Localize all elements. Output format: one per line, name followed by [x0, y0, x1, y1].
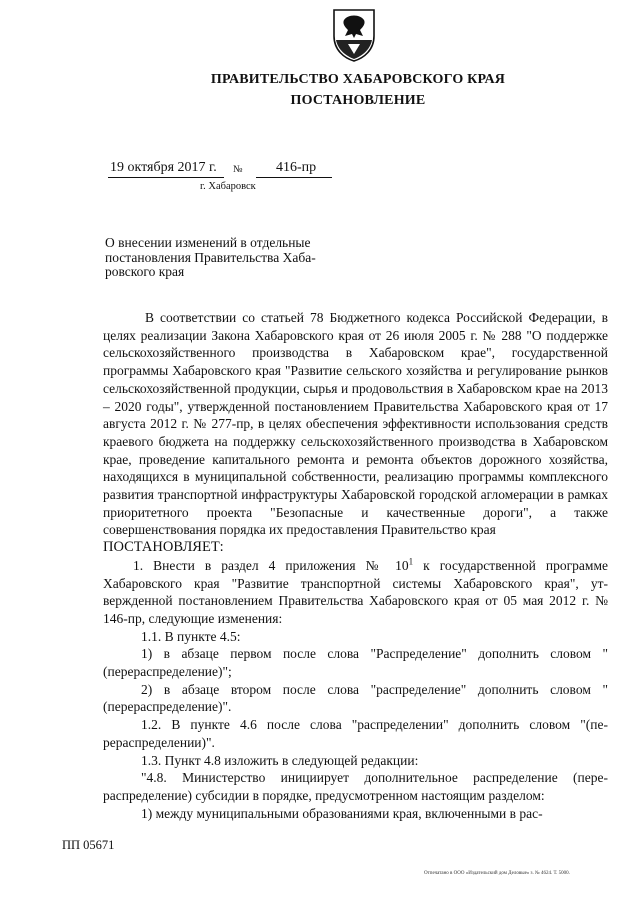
number-underline — [256, 177, 332, 178]
item-1-text-end: к государственной программе Хабаровского края "Развитие транспортной системы Хабаровского края", утвержденной постановлением Правительства Хабаровского края от 05 мая 2012 г. № 146-пр, следующие изменения: — [103, 557, 608, 626]
printer-note: Отпечатано в ООО «Издательский дом Деловые» з. № 4624. Т. 5000. — [424, 871, 570, 876]
document-subject: О внесении изменений в отдельные постановления Правительства Хабаровского края — [105, 235, 316, 279]
coat-of-arms-icon — [330, 6, 378, 62]
resolves-heading: ПОСТАНОВЛЯЕТ: — [103, 539, 224, 556]
item-1-3-paragraph: 1.3. Пункт 4.8 изложить в следующей редакции: — [141, 752, 419, 768]
number-label: № — [233, 164, 243, 175]
item-4-8-1-paragraph: 1) между муниципальными образованиями края, включенными в рас- — [141, 805, 543, 821]
document-type-title: ПОСТАНОВЛЕНИЕ — [290, 93, 426, 108]
preamble-paragraph: В соответствии со статьей 78 Бюджетного кодекса Российской Федерации, в целях реализации Закона Хабаровского края от 26 июля 2005 г. № 288 "О поддержке сельскохозяйственного производства в Хабаровском крае", государственной программы Хабаровского края "Развитие сельского хозяйства и регулирование рынков сельскохозяйственной продукции, сырья и продовольствия в Хабаровском крае на 2013 – 2020 годы", утвержденной постановлением Правительства Хабаровского края от 17 августа 2012 г. № 277-пр, в целях обеспечения эффективности использования средств краевого бюджета на поддержку сельскохозяйственного производства в Хабаровском крае, проведение капитального ремонта и ремонта объектов дорожного хозяйства, находящихся в муниципальной собственности, реализацию программы комплексного развития транспортной инфраструктуры Хабаровской городской агломерации в рамках приоритетного проекта "Безопасные и качественные дороги", а также совершенствования порядка их предоставления Правительство края — [103, 310, 608, 538]
item-4-8-paragraph: "4.8. Министерство инициирует дополнительное распределение (перераспределение) субсидии в порядке, предусмотренном настоящим разделом: — [103, 770, 608, 803]
item-1-1-paragraph: 1.1. В пункте 4.5: — [141, 628, 241, 644]
item-1-superscript: 1 — [408, 556, 414, 567]
item-1-1-1-paragraph: 1) в абзаце первом после слова "Распределение" дополнить словом "(перераспределение)"; — [103, 646, 608, 680]
document-code: ПП 05671 — [62, 838, 115, 852]
date-underline — [108, 177, 224, 178]
document-city: г. Хабаровск — [200, 181, 256, 192]
document-number: 416-пр — [276, 160, 317, 175]
document-date: 19 октября 2017 г. — [110, 160, 217, 175]
government-title: ПРАВИТЕЛЬСТВО ХАБАРОВСКОГО КРАЯ — [210, 72, 506, 87]
item-1-paragraph — [103, 557, 608, 628]
document-body — [103, 309, 608, 822]
item-1-1-2-paragraph: 2) в абзаце втором после слова "распределение" дополнить словом "(перераспределение)". — [103, 681, 608, 715]
item-1-2-paragraph: 1.2. В пункте 4.6 после слова "распределении" дополнить словом "(перераспределении)". — [103, 717, 608, 750]
item-1-text-start: 1. Внести в раздел 4 приложения № 10 — [133, 557, 409, 573]
